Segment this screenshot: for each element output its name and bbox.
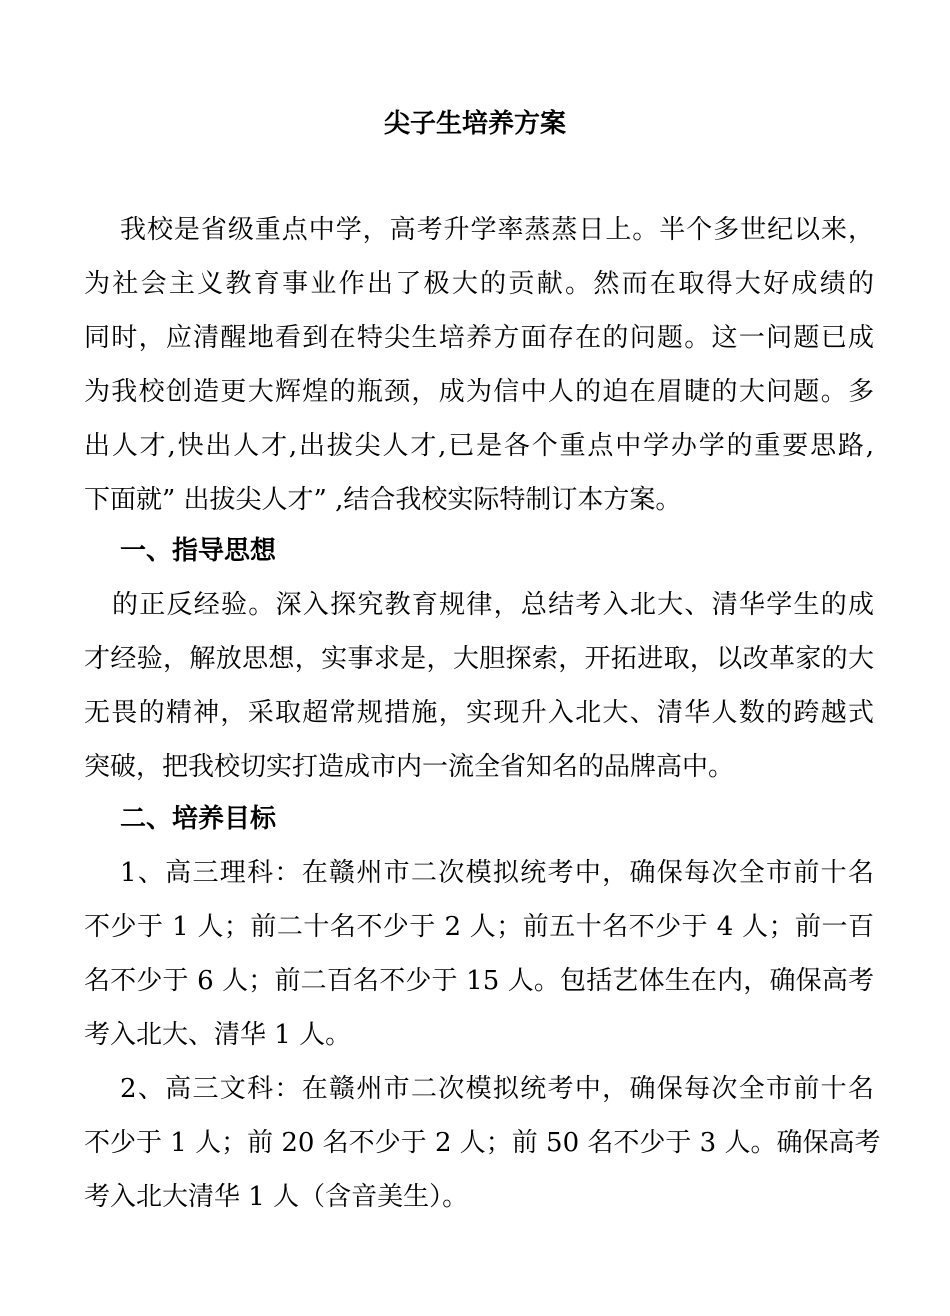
section1-paragraph bbox=[84, 578, 874, 794]
intro-line: 为我校创造更大辉煌的瓶颈，成为信中人的迫在眉睫的大问题。多 bbox=[84, 377, 874, 407]
section-heading-training-goals: 二、培养目标 bbox=[120, 804, 277, 834]
intro-paragraph bbox=[84, 203, 874, 527]
goal-item-line: 不少于 1 人；前二十名不少于 2 人；前五十名不少于 4 人；前一百 bbox=[84, 912, 874, 942]
section1-line: 突破，把我校切实打造成市内一流全省知名的品牌高中。 bbox=[84, 752, 735, 782]
goal-item-science bbox=[84, 846, 874, 1062]
goal-item-line: 名不少于 6 人；前二百名不少于 15 人。包括艺体生在内，确保高考 bbox=[84, 966, 874, 996]
intro-line: 下面就” 出拔尖人才” ,结合我校实际特制订本方案。 bbox=[84, 485, 682, 515]
section1-line: 无畏的精神，采取超常规措施，实现升入北大、清华人数的跨越式 bbox=[84, 698, 874, 728]
intro-line: 我校是省级重点中学，高考升学率蒸蒸日上。半个多世纪以来， bbox=[120, 215, 874, 245]
goal-item-line: 2、高三文科：在赣州市二次模拟统考中，确保每次全市前十名 bbox=[120, 1074, 874, 1104]
goal-item-liberal-arts bbox=[84, 1062, 881, 1224]
document-title: 尖子生培养方案 bbox=[383, 109, 566, 139]
goal-item-line: 考入北大清华 1 人（含音美生）。 bbox=[84, 1182, 469, 1212]
intro-line: 出人才,快出人才,出拔尖人才,已是各个重点中学办学的重要思路, bbox=[84, 431, 874, 461]
goal-item-line: 不少于 1 人；前 20 名不少于 2 人；前 50 名不少于 3 人。确保高考 bbox=[84, 1128, 881, 1158]
goal-item-line: 1、高三理科：在赣州市二次模拟统考中，确保每次全市前十名 bbox=[120, 858, 874, 888]
goal-item-line: 考入北大、清华 1 人。 bbox=[84, 1020, 352, 1050]
intro-line: 同时，应清醒地看到在特尖生培养方面存在的问题。这一问题已成 bbox=[84, 323, 874, 353]
section1-line: 才经验，解放思想，实事求是，大胆探索，开拓进取，以改革家的大 bbox=[84, 644, 874, 674]
section-heading-guiding-thought: 一、指导思想 bbox=[120, 536, 277, 566]
section1-line: 的正反经验。深入探究教育规律，总结考入北大、清华学生的成 bbox=[112, 590, 874, 620]
intro-line: 为社会主义教育事业作出了极大的贡献。然而在取得大好成绩的 bbox=[84, 269, 874, 299]
